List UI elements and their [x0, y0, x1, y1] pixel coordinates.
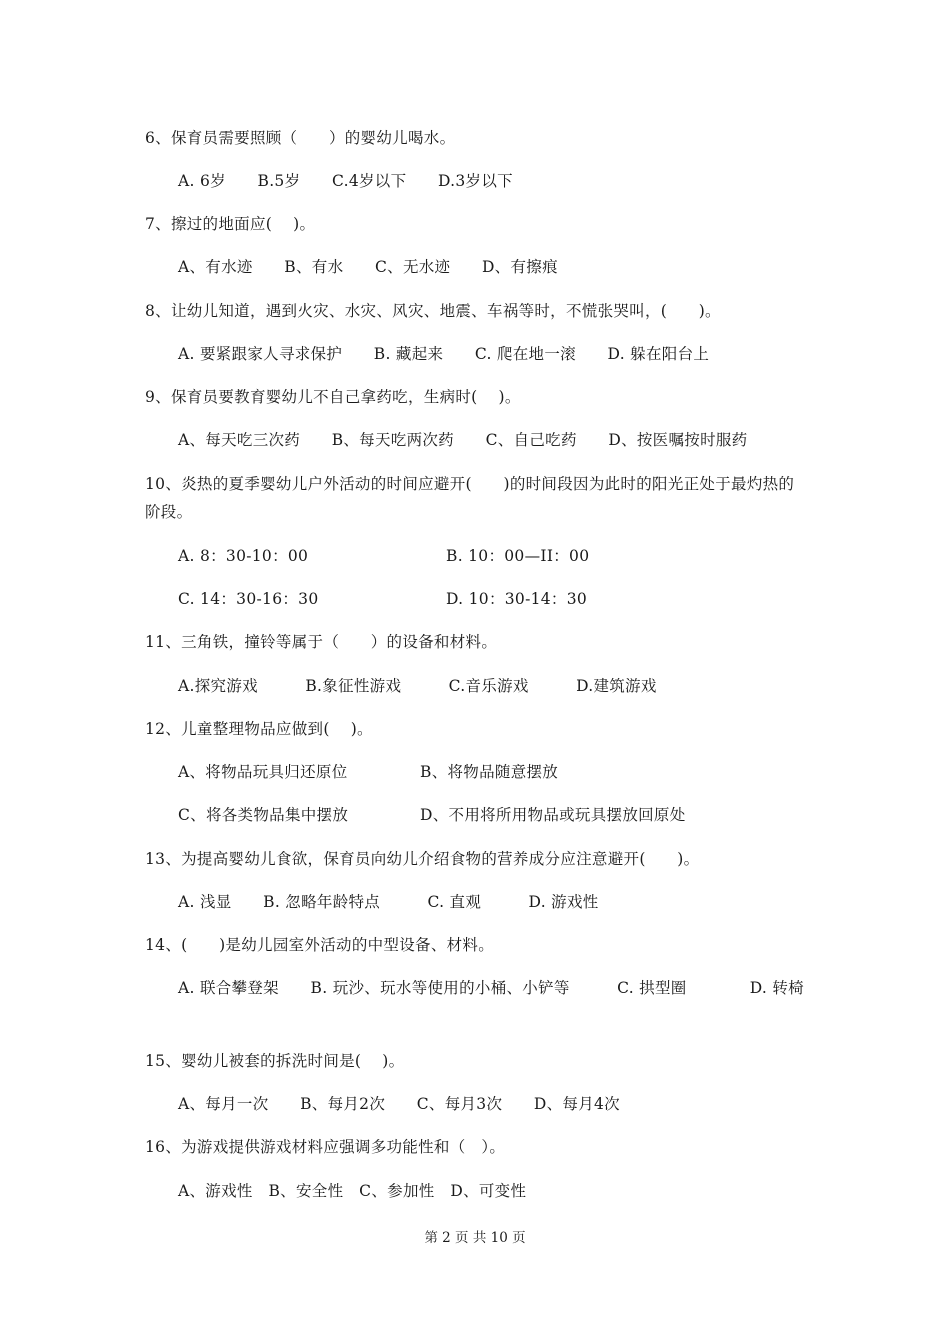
question-9-stem: 9、保育员要教育婴幼儿不自己拿药吃，生病时( )。: [145, 388, 521, 406]
question-14-options: A. 联合攀登架 B. 玩沙、玩水等使用的小桶、小铲等 C. 拱型圈 D. 转椅: [178, 979, 804, 997]
question-14-stem: 14、( )是幼儿园室外活动的中型设备、材料。: [145, 936, 495, 954]
question-16-stem: 16、为游戏提供游戏材料应强调多功能性和（ ）。: [145, 1138, 506, 1156]
question-9-options: A、每天吃三次药 B、每天吃两次药 C、自己吃药 D、按医嘱按时服药: [178, 431, 748, 449]
question-10-option-c: C. 14：30-16：30: [178, 590, 319, 608]
question-12-option-a: A、将物品玩具归还原位: [178, 763, 348, 781]
question-12-option-d: D、不用将所用物品或玩具摆放回原处: [420, 806, 686, 824]
question-15-options: A、每月一次 B、每月2次 C、每月3次 D、每月4次: [178, 1095, 620, 1113]
question-11-stem: 11、三角铁，撞铃等属于（ ）的设备和材料。: [145, 633, 498, 651]
question-16-options: A、游戏性 B、安全性 C、参加性 D、可变性: [178, 1182, 527, 1200]
question-13-options: A. 浅显 B. 忽略年龄特点 C. 直观 D. 游戏性: [178, 893, 599, 911]
question-11-options: A.探究游戏 B.象征性游戏 C.音乐游戏 D.建筑游戏: [178, 677, 657, 695]
question-15-stem: 15、婴幼儿被套的拆洗时间是( )。: [145, 1052, 405, 1070]
question-10-option-b: B. 10：00—II：00: [446, 547, 590, 565]
question-7-stem: 7、擦过的地面应( )。: [145, 215, 316, 233]
question-10-option-d: D. 10：30-14：30: [446, 590, 588, 608]
question-8-options: A. 要紧跟家人寻求保护 B. 藏起来 C. 爬在地一滚 D. 躲在阳台上: [178, 345, 710, 363]
question-13-stem: 13、为提高婴幼儿食欲，保育员向幼儿介绍食物的营养成分应注意避开( )。: [145, 850, 700, 868]
question-12-stem: 12、儿童整理物品应做到( )。: [145, 720, 373, 738]
question-7-options: A、有水迹 B、有水 C、无水迹 D、有擦痕: [178, 258, 558, 276]
question-12-option-c: C、将各类物品集中摆放: [178, 806, 349, 824]
question-6-options: A. 6岁 B.5岁 C.4岁以下 D.3岁以下: [178, 172, 513, 190]
question-8-stem: 8、让幼儿知道，遇到火灾、水灾、风灾、地震、车祸等时，不慌张哭叫，( )。: [145, 302, 721, 320]
question-10-stem: 10、炎热的夏季婴幼儿户外活动的时间应避开( )的时间段因为此时的阳光正处于最灼热的阶段。: [145, 475, 795, 521]
question-10-option-a: A. 8：30-10：00: [178, 547, 309, 565]
page-footer: 第 2 页 共 10 页: [424, 1230, 526, 1246]
question-12-option-b: B、将物品随意摆放: [420, 763, 559, 781]
question-6-stem: 6、保育员需要照顾（ ）的婴幼儿喝水。: [145, 129, 456, 147]
